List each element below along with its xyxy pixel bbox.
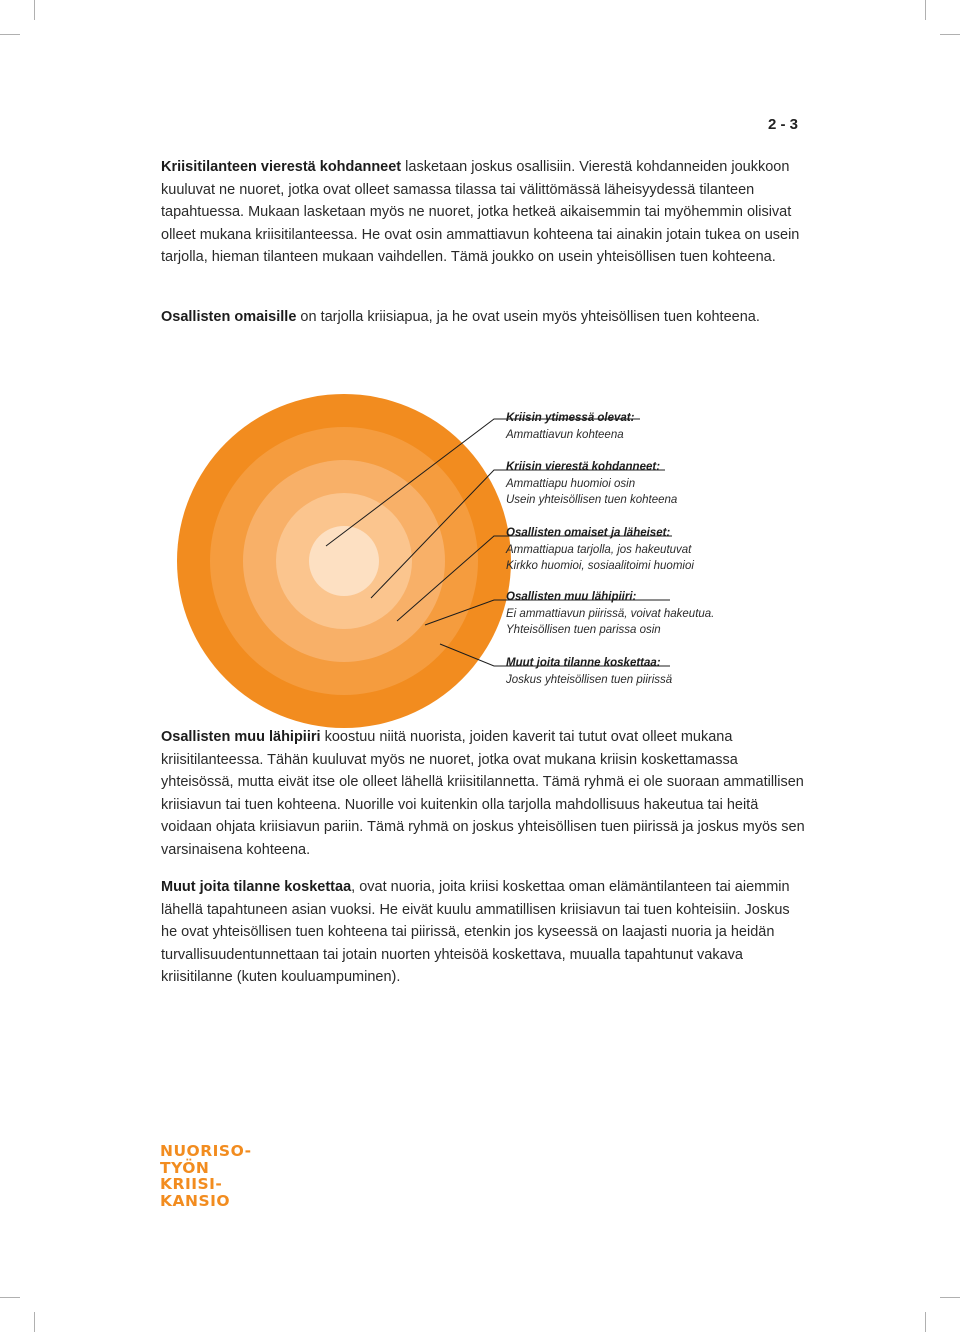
legend-line: Joskus yhteisöllisen tuen piirissä bbox=[506, 673, 673, 686]
legend-title: Osallisten omaiset ja läheiset: bbox=[506, 527, 671, 539]
legend-vierestä bbox=[506, 459, 677, 509]
paragraph-heading: Osallisten muu lähipiiri bbox=[161, 729, 321, 745]
legend-muut bbox=[506, 655, 672, 688]
legend-ytimessä bbox=[506, 410, 634, 443]
logo-line: NUORISO- bbox=[160, 1142, 252, 1160]
logo-line: KRIISI- bbox=[160, 1175, 223, 1193]
legend-lähipiiri bbox=[506, 589, 714, 639]
ring-ytimessä bbox=[309, 526, 379, 596]
legend-line: Usein yhteisöllisen tuen kohteena bbox=[506, 494, 678, 506]
legend-omaiset bbox=[506, 525, 694, 575]
legend-line: Ei ammattiavun piirissä, voivat hakeutua. bbox=[506, 607, 715, 620]
paragraph-body: koostuu niitä nuorista, joiden kaverit tai tutut ovat olleet mukana kriisitilanteessa. Tähän kuuluvat myös ne nuoret, jotka ovat mukana kriisin koskettamassa yhteisössä, mutta eivät itse ole olleet lähellä kriisitilannetta. Tämä ryhmä ei ole suoraan ammatillisen kriisiavun tai tuen kohteena. Nuorille voi kuitenkin olla tarjolla mahdollisuus hakeutua tai heitä voidaan ohjata kriisiavun pariin. Tämä ryhmä on joskus yhteisöllisen tuen piirissä ja joskus myös sen varsinaisena kohteena. bbox=[161, 729, 805, 858]
legend-title: Osallisten muu lähipiiri: bbox=[506, 591, 637, 603]
legend-line: Ammattiapua tarjolla, jos hakeutuvat bbox=[506, 543, 692, 556]
legend-title: Muut joita tilanne koskettaa: bbox=[506, 657, 661, 669]
legend-title: Kriisin vierestä kohdanneet: bbox=[506, 461, 661, 473]
page-number: 2 - 3 bbox=[768, 116, 799, 133]
legend-line: Ammattiavun kohteena bbox=[506, 428, 624, 441]
logo-line: TYÖN bbox=[160, 1158, 210, 1177]
legend-line: Kirkko huomioi, sosiaalitoimi huomioi bbox=[506, 560, 694, 572]
paragraph-heading: Osallisten omaisille bbox=[161, 309, 297, 325]
paragraph-muut-joita bbox=[161, 876, 806, 989]
paragraph-muu-lähipiiri bbox=[161, 726, 806, 861]
nuorisotyon-kriisikansio-logo bbox=[160, 1143, 252, 1209]
paragraph-heading: Muut joita tilanne koskettaa bbox=[161, 879, 352, 895]
paragraph-body: lasketaan joskus osallisiin. Vierestä kohdanneiden joukkoon kuuluvat ne nuoret, jotka ovat olleet samassa tilassa tai välittömässä läheisyydessä tilanteen tapahtuessa. Mukaan lasketaan myös ne nuoret, jotka hetkeä aikaisemmin tai myöhemmin olisivat olleet mukana kriisitilanteessa. He ovat osin ammattiavun kohteena tai ainakin jotain tukea on usein tarjolla, hieman tilanteen mukaan vaihdellen. Tämä joukko on usein yhteisöllisen tuen kohteena. bbox=[161, 159, 800, 265]
paragraph-body: on tarjolla kriisiapua, ja he ovat usein myös yhteisöllisen tuen kohteena. bbox=[296, 309, 760, 325]
paragraph-body: , ovat nuoria, joita kriisi koskettaa oman elämäntilanteen tai aiemmin lähellä tapahtuneen asian vuoksi. He eivät kuulu ammatillisen kriisiavun tai tuen kohteisiin. Joskus he ovat yhteisöllisen tuen kohteena tai piirissä, etenkin jos kyseessä on laajasti nuoria ja heidän turvallisuudentunnettaan tai jotain nuorten yhteisöä koskettava, muualla tapahtunut vakava kriisitilanne (kuten kouluampuminen). bbox=[161, 879, 790, 985]
paragraph-heading: Kriisitilanteen vierestä kohdanneet bbox=[161, 159, 402, 175]
legend-title: Kriisin ytimessä olevat: bbox=[506, 412, 635, 424]
logo-line: KANSIO bbox=[160, 1191, 231, 1210]
legend-line: Ammattiapu huomioi osin bbox=[506, 477, 636, 490]
legend-line: Yhteisöllisen tuen parissa osin bbox=[506, 624, 661, 636]
